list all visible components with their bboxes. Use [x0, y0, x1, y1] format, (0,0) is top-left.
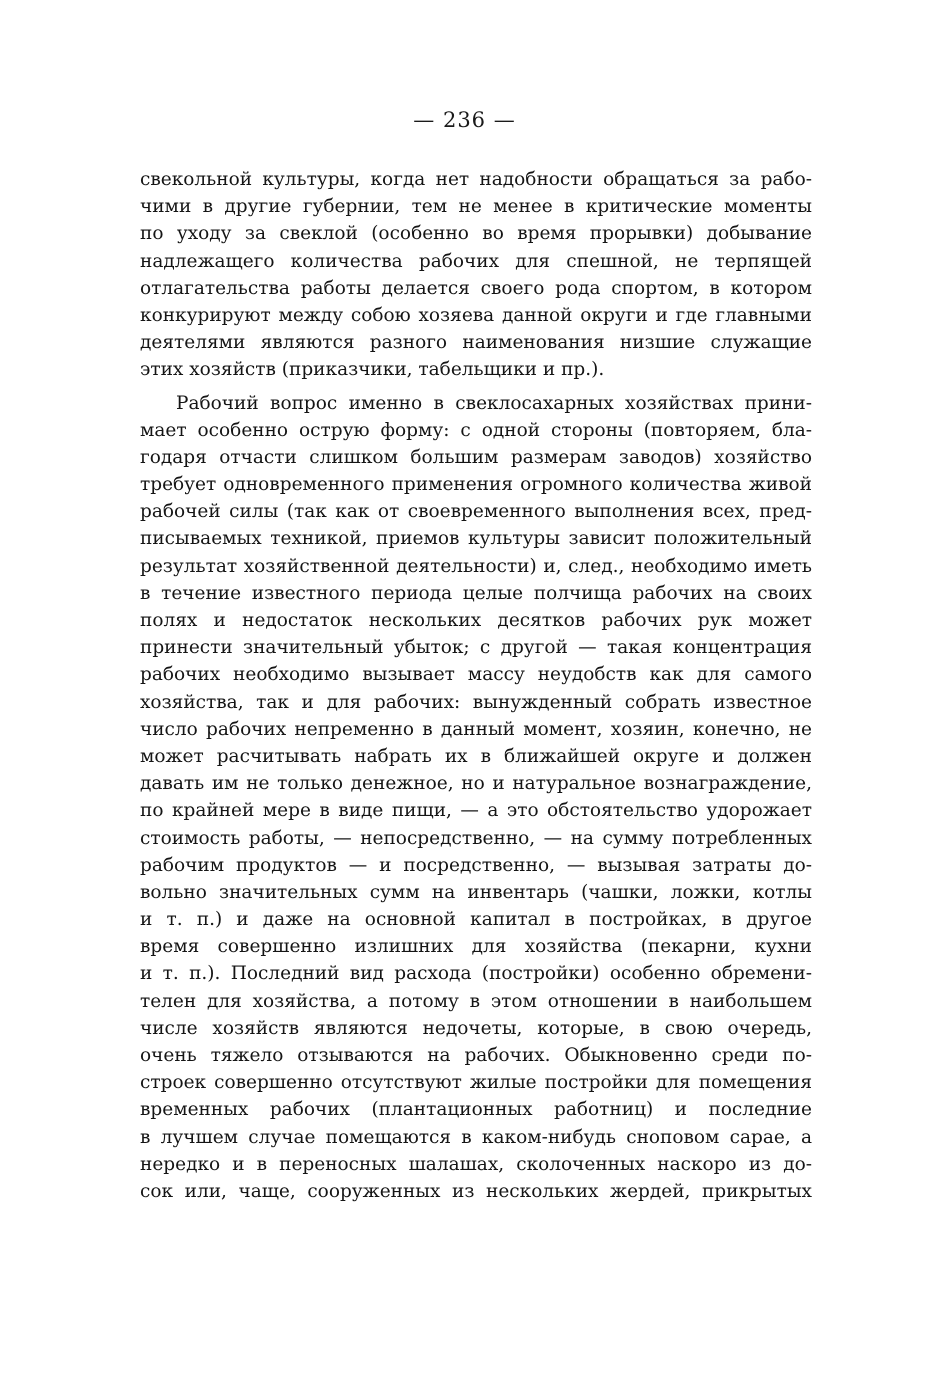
- text-line: по крайней мере в виде пищи, — а это обстоятельство удорожает: [140, 800, 812, 822]
- text-line: Рабочий вопрос именно в свеклосахарных хозяйствах прини-: [176, 392, 812, 414]
- text-line: и т. п.). Последний вид расхода (постройки) особенно обремени-: [140, 963, 812, 985]
- page-number: — 236 —: [413, 108, 516, 132]
- text-line: очень тяжело отзываются на рабочих. Обыкновенно среди по-: [140, 1045, 812, 1066]
- text-line: может расчитывать набрать их в ближайшей округе и должен: [140, 745, 812, 767]
- text-line: числе хозяйств являются недочеты, которые, в свою очередь,: [140, 1017, 812, 1039]
- text-line: конкурируют между собою хозяева данной округи и где главными: [140, 304, 812, 326]
- text-line: требует одновременного применения огромного количества живой: [140, 474, 812, 496]
- text-line: строек совершенно отсутствуют жилые постройки для помещения: [140, 1072, 812, 1094]
- text-line: число рабочих непременно в данный момент, хозяин, конечно, не: [140, 718, 812, 740]
- text-line: в течение известного периода целые полчища рабочих на своих: [140, 582, 812, 604]
- text-line: этих хозяйств (приказчики, табельщики и пр.).: [140, 359, 605, 381]
- text-line: свекольной культуры, когда нет надобности обращаться за рабо-: [140, 169, 812, 190]
- text-line: стоимость работы, — непосредственно, — на сумму потребленных: [140, 827, 812, 849]
- text-line: результат хозяйственной деятельности) и, след., необходимо иметь: [140, 555, 812, 577]
- text-line: хозяйства, так и для рабочих: вынужденный собрать известное: [140, 691, 812, 713]
- text-line: нередко и в переносных шалашах, сколоченных наскоро из до-: [140, 1153, 812, 1175]
- text-line: и т. п.) и даже на основной капитал в постройках, в другое: [140, 909, 812, 931]
- paragraph: [140, 166, 812, 384]
- text-line: писываемых техникой, приемов культуры зависит положительный: [140, 528, 812, 550]
- body-text: [140, 166, 812, 1205]
- text-line: чими в другие губернии, тем не менее в критические моменты: [140, 196, 812, 218]
- text-line: принести значительный убыток; с другой — такая концентрация: [140, 637, 812, 659]
- text-line: время совершенно излишних для хозяйства (пекарни, кухни: [140, 936, 812, 958]
- text-line: надлежащего количества рабочих для спешной, не терпящей: [140, 250, 812, 272]
- text-line: годаря отчасти слишком большим размерам заводов) хозяйство: [140, 446, 812, 468]
- text-line: рабочей силы (так как от своевременного выполнения всех, пред-: [140, 501, 812, 523]
- text-line: деятелями являются разного наименования низшие служащие: [140, 332, 812, 354]
- text-line: временных рабочих (плантационных работниц) и последние: [140, 1099, 812, 1121]
- text-line: сок или, чаще, сооруженных из нескольких жердей, прикрытых: [140, 1180, 812, 1202]
- text-line: мает особенно острую форму: с одной стороны (повторяем, бла-: [140, 419, 812, 441]
- text-line: вольно значительных сумм на инвентарь (чашки, ложки, котлы: [140, 881, 812, 903]
- text-line: рабочим продуктов — и посредственно, — вызывая затраты до-: [140, 854, 812, 876]
- paragraph: [140, 390, 812, 1206]
- text-line: в лучшем случае помещаются в каком-нибудь сноповом сарае, а: [140, 1126, 812, 1148]
- text-line: отлагательства работы делается своего рода спортом, в котором: [140, 277, 812, 299]
- text-line: рабочих необходимо вызывает массу неудобств как для самого: [140, 664, 812, 686]
- text-line: полях и недостаток нескольких десятков рабочих рук может: [140, 610, 812, 631]
- text-line: по уходу за свеклой (особенно во время прорывки) добывание: [140, 223, 812, 245]
- text-line: телен для хозяйства, а потому в этом отношении в наибольшем: [140, 990, 812, 1012]
- text-line: давать им не только денежное, но и натуральное вознаграждение,: [140, 773, 812, 795]
